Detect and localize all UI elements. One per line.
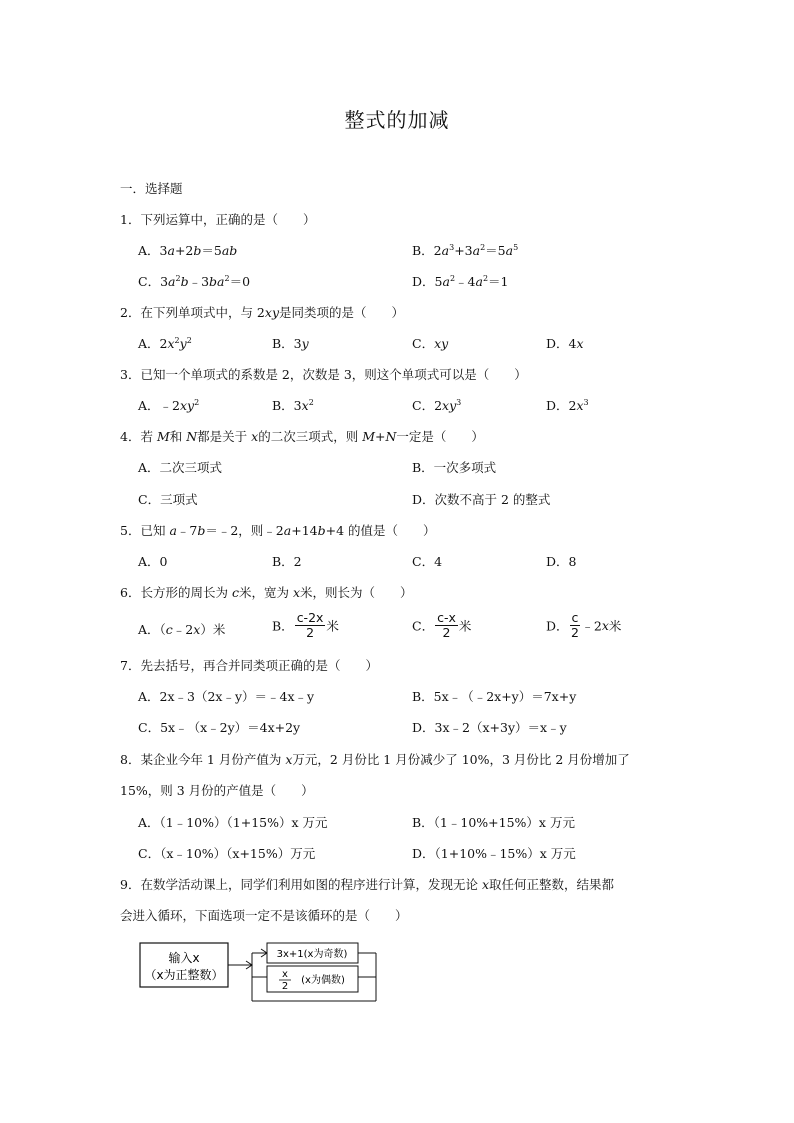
q4-option-a: A．二次三项式 xyxy=(138,460,223,475)
q1-option-c: C．$3a^2b﹣3ba^2=0$ xyxy=(138,274,251,289)
q5-option-c: C．4 xyxy=(412,554,443,569)
q3-option-b: B．$3x^2$ xyxy=(272,398,314,413)
q6-c-fraction: $\frac{c-x}{2}$ xyxy=(437,610,456,640)
even-rule-denominator: 2 xyxy=(281,981,289,992)
q2-option-c: C．xy xyxy=(412,336,449,351)
question-8-stem-line1: 8．某企业今年 1 月份产值为 x万元，2 月份比 1 月份减少了 10%，3 月份比 2 月份增加了 xyxy=(120,752,630,767)
q7-option-a: A．2x﹣3（2x﹣y）＝﹣4x﹣y xyxy=(138,689,315,704)
q6-option-b: B． $\frac{c-2x}{2}$ 米 xyxy=(272,610,339,640)
input-condition: （x为正整数） xyxy=(144,968,224,982)
q2-option-a: A．$2x^2y^2$ xyxy=(138,336,192,351)
question-7-stem: 7．先去括号，再合并同类项正确的是（ ） xyxy=(120,658,378,673)
even-rule-numerator: x xyxy=(282,969,288,980)
question-4-stem: 4．若 M和 N都是关于 x的二次三项式，则 M+N一定是（ ） xyxy=(120,429,484,444)
section-heading: 一．选择题 xyxy=(120,181,183,196)
q5-option-d: D．8 xyxy=(546,554,577,569)
q4-option-d: D．次数不高于 2 的整式 xyxy=(412,492,551,507)
question-2-stem: 2．在下列单项式中，与 2xy是同类项的是（ ） xyxy=(120,305,405,320)
input-label: 输入x xyxy=(168,951,200,965)
question-8-stem-line2: 15%，则 3 月份的产值是（ ） xyxy=(120,783,314,798)
q1-option-b: B．$2a^3+3a^2=5a^5$ xyxy=(412,243,519,258)
q7-option-b: B．5x﹣（﹣2x+y）＝7x+y xyxy=(412,689,577,704)
q6-b-fraction: $\frac{c-2x}{2}$ xyxy=(296,610,324,640)
q7-option-c: C．5x﹣（x﹣2y）＝4x+2y xyxy=(138,720,301,735)
q8-option-b: B．（1﹣10%+15%）x 万元 xyxy=(412,815,575,830)
q5-option-a: A．0 xyxy=(138,554,168,569)
question-3-stem: 3．已知一个单项式的系数是 2，次数是 3，则这个单项式可以是（ ） xyxy=(120,367,527,382)
q5-option-b: B．2 xyxy=(272,554,302,569)
q3-option-c: C．$2xy^3$ xyxy=(412,398,462,413)
q4-option-b: B．一次多项式 xyxy=(412,460,497,475)
even-rule-label: (x为偶数) xyxy=(301,975,345,986)
odd-rule-label: 3x+1(x为奇数) xyxy=(276,949,348,960)
q6-d-fraction: $\frac{c}{2}$ xyxy=(570,610,579,640)
question-9-stem-line1: 9．在数学活动课上，同学们利用如图的程序进行计算，发现无论 x取任何正整数，结果都 xyxy=(120,877,615,892)
q8-option-d: D．（1+10%﹣15%）x 万元 xyxy=(412,846,576,861)
q4-option-c: C．三项式 xyxy=(138,492,198,507)
q6-option-a: A．（c﹣2x）米 xyxy=(138,622,226,637)
q2-option-b: B．3y xyxy=(272,336,309,351)
q7-option-d: D．3x﹣2（x+3y）＝x﹣y xyxy=(412,720,567,735)
page-title: 整式的加减 xyxy=(344,108,450,132)
question-9-stem-line2: 会进入循环，下面选项一定不是该循环的是（ ） xyxy=(120,908,408,923)
q6-option-d: D． $\frac{c}{2}$ ﹣2x米 xyxy=(546,610,622,640)
q6-option-c: C． $\frac{c-x}{2}$ 米 xyxy=(412,610,472,640)
question-5-stem: 5．已知 a﹣7b＝﹣2，则﹣2a+14b+4 的值是（ ） xyxy=(120,523,436,538)
q2-option-d: D．4x xyxy=(546,336,584,351)
q3-option-d: D．$2x^3$ xyxy=(546,398,589,413)
q1-option-a: A．3a+2b＝5ab xyxy=(138,243,238,258)
q8-option-c: C．（x﹣10%）（x+15%）万元 xyxy=(138,846,316,861)
q1-option-d: D．$5a^2﹣4a^2=1$ xyxy=(412,274,509,289)
question-6-stem: 6．长方形的周长为 c米，宽为 x米，则长为（ ） xyxy=(120,585,413,600)
flowchart-diagram xyxy=(130,935,400,1015)
q3-option-a: A．$﹣2xy^2$ xyxy=(138,398,200,413)
q8-option-a: A．（1﹣10%）（1+15%）x 万元 xyxy=(138,815,328,830)
question-1-stem: 1．下列运算中，正确的是（ ） xyxy=(120,212,316,227)
